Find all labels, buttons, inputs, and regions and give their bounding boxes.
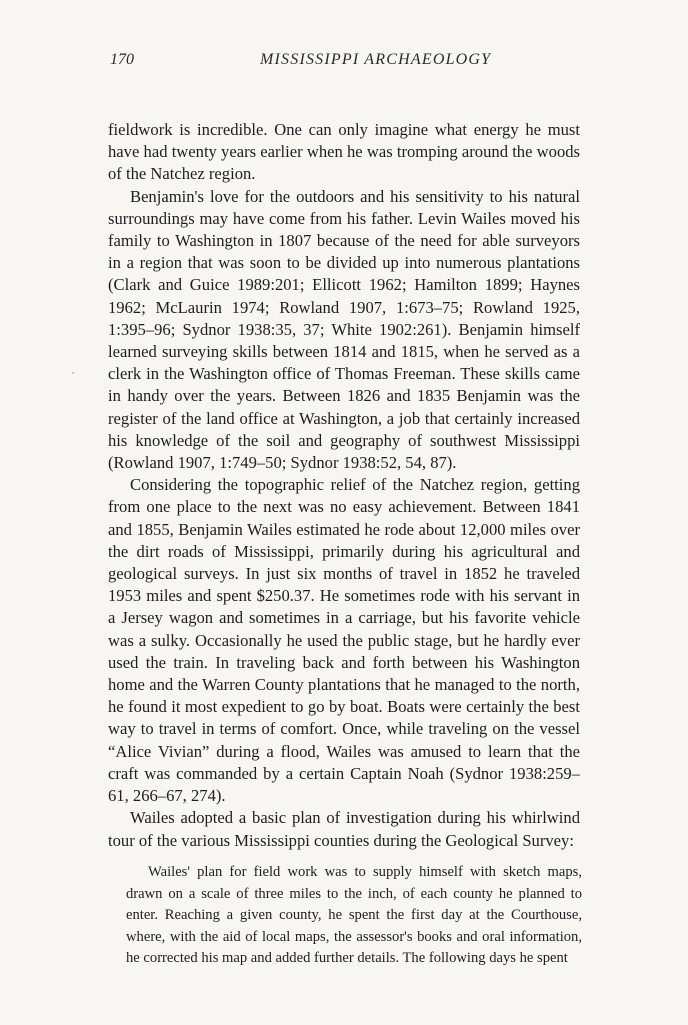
running-title: MISSISSIPPI ARCHAEOLOGY — [260, 51, 492, 68]
paragraph-travel: Considering the topographic relief of the Natchez region, getting from one place to the next was no easy achievement. Between 1841 and 1855, Benjamin Wailes estimated he rode about 12,000 miles over the dirt roads of Mississippi, primarily during his agricultural and geological surveys. In just six months of travel in 1852 he traveled 1953 miles and spent $250.37. He sometimes rode with his servant in a Jersey wagon and sometimes in a carriage, but his favorite vehicle was a sulky. Occasionally he used the public stage, but he hardly ever used the train. In traveling back and forth between his Washington home and the Warren County plantations that he managed to the north, he found it most expedient to go by boat. Boats were certainly the best way to travel in terms of comfort. Once, while traveling on the vessel “Alice Vivian” during a flood, Wailes was amused to learn that the craft was commanded by a certain Captain Noah (Sydnor 1938:259–61, 266–67, 274). — [108, 475, 580, 806]
block-quote — [126, 862, 582, 970]
paragraph-continued: fieldwork is incredible. One can only imagine what energy he must have had twenty years earlier when he was tromping around the woods of the Natchez region. — [108, 120, 580, 184]
page-header — [110, 51, 580, 73]
paragraph-benjamin-father: Benjamin's love for the outdoors and his sensitivity to his natural surroundings may have come from his father. Levin Wailes moved his family to Washington in 1807 because of the need for able surveyors in a region that was soon to be divided up into numerous plantations (Clark and Guice 1989:201; Ellicott 1962; Hamilton 1899; Haynes 1962; McLaurin 1974; Rowland 1907, 1:673–75; Rowland 1925, 1:395–96; Sydnor 1938:35, 37; White 1902:261). Benjamin himself learned surveying skills between 1814 and 1815, when he served as a clerk in the Washington office of Thomas Freeman. These skills came in handy over the years. Between 1826 and 1835 Benjamin was the register of the land office at Washington, a job that certainly increased his knowledge of the soil and geography of southwest Mississippi (Rowland 1907, 1:749–50; Sydnor 1938:52, 54, 87). — [108, 186, 580, 473]
body-text — [108, 119, 580, 852]
paragraph-plan-intro: Wailes adopted a basic plan of investigation during his whirlwind tour of the various Mississippi counties during the Geological Survey: — [108, 808, 580, 850]
block-quote-text: Wailes' plan for field work was to supply himself with sketch maps, drawn on a scale of three miles to the inch, of each county he planned to enter. Reaching a given county, he spent the first day at the Courthouse, where, with the aid of local maps, the assessor's books and oral information, he corrected his map and added further details. The following days he spent — [126, 864, 582, 966]
margin-speck — [72, 372, 74, 374]
page-number: 170 — [110, 51, 134, 68]
